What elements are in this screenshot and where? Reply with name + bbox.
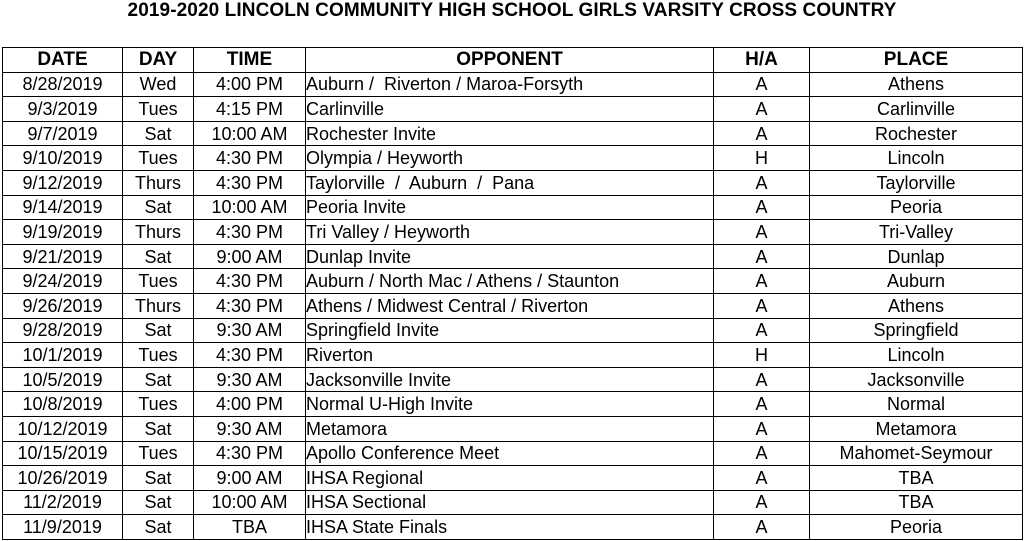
cell-day: Tues [123,146,194,171]
cell-day: Sat [123,515,194,540]
cell-home-away: H [714,146,810,171]
cell-place: Tri-Valley [810,220,1023,245]
cell-opponent: Auburn / Riverton / Maroa-Forsyth [306,72,714,97]
cell-day: Tues [123,269,194,294]
header-day: DAY [123,48,194,73]
cell-place: Peoria [810,515,1023,540]
cell-time: 10:00 AM [194,121,306,146]
cell-opponent: Springfield Invite [306,318,714,343]
cell-date: 9/24/2019 [3,269,123,294]
cell-place: Peoria [810,195,1023,220]
cell-date: 9/28/2019 [3,318,123,343]
cell-place: Lincoln [810,343,1023,368]
table-row [3,220,1023,245]
table-row [3,269,1023,294]
table-row [3,195,1023,220]
cell-opponent: IHSA State Finals [306,515,714,540]
cell-opponent: IHSA Regional [306,466,714,491]
cell-home-away: A [714,392,810,417]
cell-date: 9/12/2019 [3,170,123,195]
cell-day: Tues [123,97,194,122]
cell-home-away: A [714,195,810,220]
cell-time: 4:30 PM [194,170,306,195]
cell-opponent: Riverton [306,343,714,368]
cell-date: 10/26/2019 [3,466,123,491]
table-row [3,121,1023,146]
cell-time: TBA [194,515,306,540]
table-row [3,367,1023,392]
cell-home-away: A [714,220,810,245]
table-row [3,97,1023,122]
cell-day: Tues [123,392,194,417]
cell-date: 11/9/2019 [3,515,123,540]
cell-day: Thurs [123,293,194,318]
cell-time: 9:30 AM [194,367,306,392]
table-row [3,343,1023,368]
cell-day: Thurs [123,170,194,195]
cell-day: Sat [123,416,194,441]
cell-home-away: A [714,466,810,491]
cell-home-away: A [714,269,810,294]
table-row [3,416,1023,441]
cell-date: 10/5/2019 [3,367,123,392]
cell-date: 9/21/2019 [3,244,123,269]
cell-day: Sat [123,318,194,343]
cell-opponent: Rochester Invite [306,121,714,146]
schedule-body [3,72,1023,539]
cell-date: 8/28/2019 [3,72,123,97]
header-time: TIME [194,48,306,73]
cell-home-away: A [714,244,810,269]
table-row [3,441,1023,466]
cell-day: Tues [123,343,194,368]
cell-place: Athens [810,72,1023,97]
cell-time: 10:00 AM [194,195,306,220]
cell-time: 4:30 PM [194,293,306,318]
cell-date: 10/12/2019 [3,416,123,441]
table-row [3,515,1023,540]
cell-opponent: IHSA Sectional [306,490,714,515]
cell-opponent: Olympia / Heyworth [306,146,714,171]
cell-date: 9/3/2019 [3,97,123,122]
cell-date: 9/19/2019 [3,220,123,245]
cell-home-away: A [714,515,810,540]
cell-home-away: A [714,367,810,392]
cell-place: Springfield [810,318,1023,343]
cell-day: Sat [123,466,194,491]
cell-date: 10/8/2019 [3,392,123,417]
cell-home-away: A [714,170,810,195]
cell-time: 9:30 AM [194,318,306,343]
table-row [3,146,1023,171]
cell-opponent: Apollo Conference Meet [306,441,714,466]
cell-time: 4:30 PM [194,146,306,171]
cell-home-away: A [714,97,810,122]
table-row [3,466,1023,491]
cell-place: Rochester [810,121,1023,146]
cell-opponent: Dunlap Invite [306,244,714,269]
cell-time: 9:00 AM [194,466,306,491]
header-place: PLACE [810,48,1023,73]
cell-place: Athens [810,293,1023,318]
cell-home-away: A [714,121,810,146]
cell-home-away: A [714,490,810,515]
cell-date: 9/7/2019 [3,121,123,146]
cell-opponent: Jacksonville Invite [306,367,714,392]
table-row [3,392,1023,417]
table-row [3,490,1023,515]
cell-place: Dunlap [810,244,1023,269]
cell-opponent: Athens / Midwest Central / Riverton [306,293,714,318]
cell-home-away: A [714,72,810,97]
cell-time: 4:00 PM [194,72,306,97]
table-row [3,318,1023,343]
cell-home-away: A [714,318,810,343]
cell-date: 10/1/2019 [3,343,123,368]
table-row [3,170,1023,195]
table-row [3,72,1023,97]
cell-place: Mahomet-Seymour [810,441,1023,466]
header-opponent: OPPONENT [306,48,714,73]
cell-place: TBA [810,490,1023,515]
cell-day: Thurs [123,220,194,245]
cell-opponent: Taylorville / Auburn / Pana [306,170,714,195]
header-row [3,48,1023,73]
cell-time: 9:30 AM [194,416,306,441]
table-row [3,244,1023,269]
cell-place: Carlinville [810,97,1023,122]
cell-time: 9:00 AM [194,244,306,269]
header-home-away: H/A [714,48,810,73]
cell-time: 4:30 PM [194,269,306,294]
page-title: 2019-2020 LINCOLN COMMUNITY HIGH SCHOOL GIRLS VARSITY CROSS COUNTRY [127,0,897,21]
cell-opponent: Tri Valley / Heyworth [306,220,714,245]
cell-place: Jacksonville [810,367,1023,392]
cell-time: 4:30 PM [194,441,306,466]
cell-opponent: Normal U-High Invite [306,392,714,417]
cell-place: Normal [810,392,1023,417]
cell-place: Auburn [810,269,1023,294]
cell-home-away: A [714,293,810,318]
cell-home-away: H [714,343,810,368]
cell-place: Lincoln [810,146,1023,171]
cell-day: Tues [123,441,194,466]
cell-place: Taylorville [810,170,1023,195]
cell-time: 4:30 PM [194,343,306,368]
cell-day: Sat [123,121,194,146]
cell-day: Sat [123,490,194,515]
cell-day: Sat [123,195,194,220]
cell-day: Sat [123,244,194,269]
cell-home-away: A [714,441,810,466]
cell-time: 4:15 PM [194,97,306,122]
schedule-table [2,47,1023,540]
cell-place: TBA [810,466,1023,491]
cell-opponent: Auburn / North Mac / Athens / Staunton [306,269,714,294]
cell-home-away: A [714,416,810,441]
cell-opponent: Metamora [306,416,714,441]
cell-date: 10/15/2019 [3,441,123,466]
cell-place: Metamora [810,416,1023,441]
table-row [3,293,1023,318]
cell-time: 4:00 PM [194,392,306,417]
cell-time: 10:00 AM [194,490,306,515]
cell-date: 9/26/2019 [3,293,123,318]
cell-date: 9/10/2019 [3,146,123,171]
header-date: DATE [3,48,123,73]
cell-opponent: Peoria Invite [306,195,714,220]
cell-opponent: Carlinville [306,97,714,122]
cell-date: 11/2/2019 [3,490,123,515]
cell-time: 4:30 PM [194,220,306,245]
cell-date: 9/14/2019 [3,195,123,220]
cell-day: Sat [123,367,194,392]
cell-day: Wed [123,72,194,97]
